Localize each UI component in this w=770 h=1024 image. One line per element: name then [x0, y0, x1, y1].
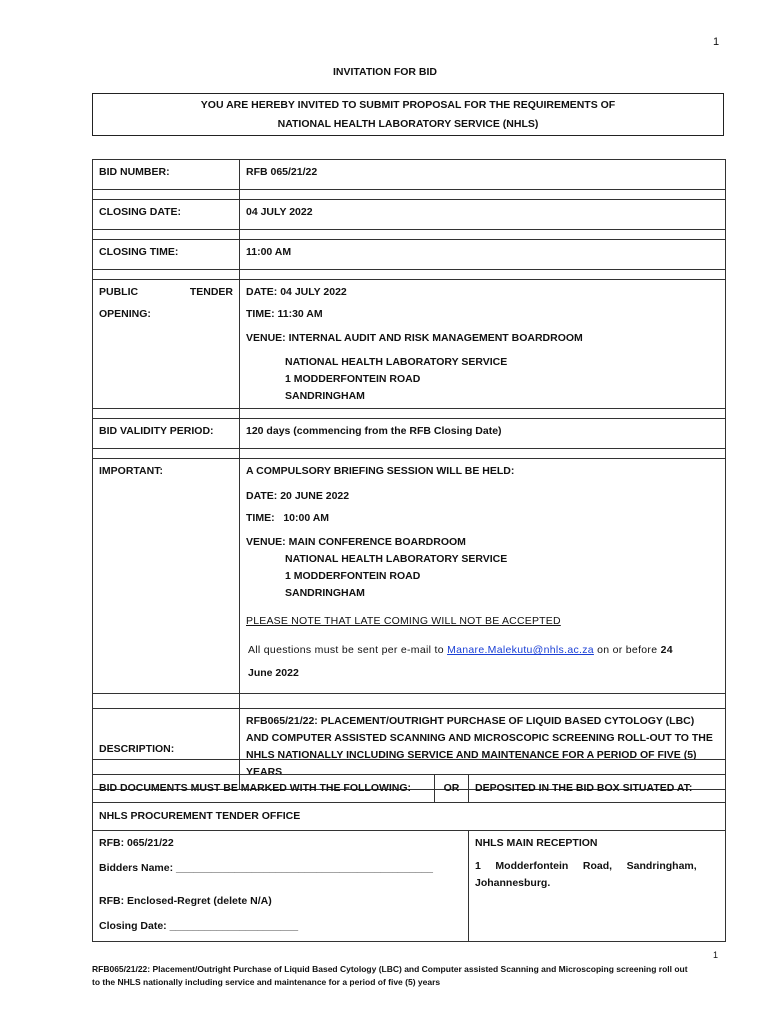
marking-rfb: RFB: 065/21/22 [99, 837, 174, 849]
important-label: IMPORTANT: [93, 459, 240, 694]
closing-time-label: CLOSING TIME: [93, 240, 240, 270]
deadline-day: 24 [660, 644, 673, 656]
or-label: OR [435, 775, 469, 803]
spacer-row [93, 270, 240, 280]
reception-address-line-2: Johannesburg. [475, 877, 551, 889]
contact-email-link[interactable]: Manare.Malekutu@nhls.ac.za [447, 644, 594, 656]
footer [92, 963, 724, 989]
public-opening-time: TIME: 11:30 AM [246, 308, 323, 320]
public-opening-details [240, 280, 726, 409]
spacer-row [93, 230, 240, 240]
bid-validity-label: BID VALIDITY PERIOD: [93, 419, 240, 449]
closing-date-label: CLOSING DATE: [93, 200, 240, 230]
description-line-3: NHLS NATIONALLY INCLUDING SERVICE AND MAINTENANCE FOR A PERIOD OF FIVE (5) [246, 749, 697, 761]
late-coming-note: PLEASE NOTE THAT LATE COMING WILL NOT BE ACCEPTED [246, 615, 561, 627]
briefing-address-line-2: 1 MODDERFONTEIN ROAD [285, 570, 421, 582]
procurement-office: NHLS PROCUREMENT TENDER OFFICE [93, 803, 726, 831]
spacer-cell [240, 694, 726, 709]
spacer-cell [240, 270, 726, 280]
bidders-name-field: Bidders Name: ____________________________________________ [99, 862, 433, 874]
briefing-address-line-1: NATIONAL HEALTH LABORATORY SERVICE [285, 553, 508, 565]
public-opening-date: DATE: 04 JULY 2022 [246, 286, 347, 298]
spacer-row [93, 694, 240, 709]
questions-prefix: All questions must be sent per e-mail to [248, 644, 444, 656]
spacer-row [93, 190, 240, 200]
deadline-rest: June 2022 [248, 667, 299, 679]
spacer-cell [240, 449, 726, 459]
questions-suffix: on or before [597, 644, 658, 656]
briefing-heading: A COMPULSORY BRIEFING SESSION WILL BE HELD: [246, 465, 515, 477]
briefing-time: TIME: 10:00 AM [246, 512, 330, 524]
spacer-cell [240, 230, 726, 240]
briefing-date: DATE: 20 JUNE 2022 [246, 490, 350, 502]
spacer-row [93, 449, 240, 459]
public-opening-address-line-2: 1 MODDERFONTEIN ROAD [285, 373, 421, 385]
public-opening-label-part2: TENDER [189, 286, 233, 298]
important-details [240, 459, 726, 694]
description-line-4: YEARS [246, 766, 283, 778]
document-title: INVITATION FOR BID [332, 66, 438, 78]
bid-number-value: RFB 065/21/22 [240, 160, 726, 190]
footer-line-2: to the NHLS nationally including service and maintenance for a period of five (5) years [92, 977, 441, 987]
public-opening-label-part1: PUBLIC [99, 286, 139, 298]
reception-name: NHLS MAIN RECEPTION [475, 837, 598, 849]
briefing-venue: VENUE: MAIN CONFERENCE BOARDROOM [246, 536, 466, 548]
spacer-row [93, 760, 726, 775]
questions-line [246, 642, 719, 659]
closing-time-value: 11:00 AM [240, 240, 726, 270]
spacer-cell [240, 409, 726, 419]
reception-address-line-1: 1 Modderfontein Road, Sandringham, [475, 860, 697, 872]
invitation-box [92, 93, 724, 136]
description-line-1: RFB065/21/22: PLACEMENT/OUTRIGHT PURCHASE OF LIQUID BASED CYTOLOGY (LBC) [246, 715, 695, 727]
public-opening-address-line-3: SANDRINGHAM [285, 390, 365, 402]
closing-date-field: Closing Date: ______________________ [99, 920, 299, 932]
invitation-line-1: YOU ARE HEREBY INVITED TO SUBMIT PROPOSAL FOR THE REQUIREMENTS OF [200, 99, 616, 111]
spacer-row [93, 409, 240, 419]
marking-instruction: BID DOCUMENTS MUST BE MARKED WITH THE FOLLOWING: [93, 775, 435, 803]
enclosed-regret: RFB: Enclosed-Regret (delete N/A) [99, 895, 272, 907]
description-label: DESCRIPTION: [93, 709, 240, 790]
closing-date-value: 04 JULY 2022 [240, 200, 726, 230]
deposit-instruction: DEPOSITED IN THE BID BOX SITUATED AT: [469, 775, 726, 803]
public-opening-label-part3: OPENING: [99, 308, 151, 320]
public-opening-address-line-1: NATIONAL HEALTH LABORATORY SERVICE [285, 356, 508, 368]
public-opening-venue: VENUE: INTERNAL AUDIT AND RISK MANAGEMENT BOARDROOM [246, 332, 583, 344]
spacer-cell [240, 190, 726, 200]
submission-table [92, 759, 726, 942]
footer-line-1: RFB065/21/22: Placement/Outright Purchase of Liquid Based Cytology (LBC) and Computer assisted Scanning and Microscoping screening roll out [92, 964, 688, 974]
page-number-top: 1 [713, 36, 720, 48]
bid-number-label: BID NUMBER: [93, 160, 240, 190]
briefing-address-line-3: SANDRINGHAM [285, 587, 365, 599]
description-line-2: AND COMPUTER ASSISTED SCANNING AND MICROSCOPIC SCREENING ROLL-OUT TO THE [246, 732, 713, 744]
bid-validity-value: 120 days (commencing from the RFB Closing Date) [240, 419, 726, 449]
invitation-line-2: NATIONAL HEALTH LABORATORY SERVICE (NHLS) [277, 118, 539, 130]
reception-details [469, 831, 726, 942]
public-opening-label [93, 280, 240, 409]
page-number-bottom: 1 [713, 950, 719, 960]
bid-details-table [92, 159, 726, 790]
marking-details [93, 831, 469, 942]
